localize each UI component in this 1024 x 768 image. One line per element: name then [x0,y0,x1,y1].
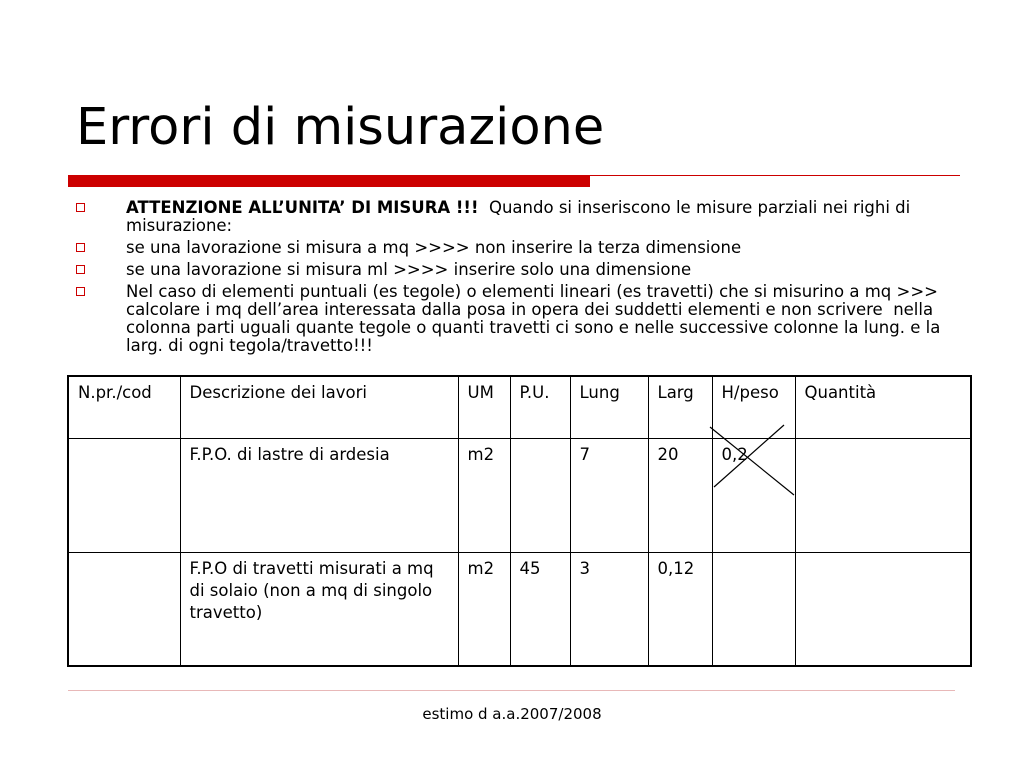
table-cell: 7 [570,438,648,552]
hollow-square-icon [76,287,85,296]
hollow-square-icon [76,265,85,274]
header-cell-lung: Lung [570,376,648,438]
table-header-row [68,376,971,438]
bullet-text: Quando si inseriscono le misure parziali nei righi di misurazione: [126,198,916,235]
header-cell-npr-cod: N.pr./cod [68,376,180,438]
slide-title: Errori di misurazione [76,98,605,157]
hollow-square-icon [76,203,85,212]
table-cell [68,552,180,666]
table-row [68,552,971,666]
measurements-table [67,375,972,667]
title-underline-thick [68,175,590,187]
header-cell-larg: Larg [648,376,712,438]
table-cell [510,438,570,552]
bullet-bold-text: ATTENZIONE ALL’UNITA’ DI MISURA !!! [126,198,479,217]
table-cell: m2 [458,552,510,666]
bullet-text: Nel caso di elementi puntuali (es tegole) o elementi lineari (es travetti) che si misurino a mq >>> calcolare i mq dell’area interessata dalla posa in opera dei suddetti elementi e non scrivere nella colonna parti uguali quante tegole o quanti travetti ci sono e nelle successive colonne la lung. e la larg. di ogni tegola/travetto!!! [126,282,946,355]
measurements-table-container [67,375,972,667]
bullet-item [76,261,956,279]
slide-footer: estimo d a.a.2007/2008 [422,705,602,723]
table-cell [712,552,795,666]
header-cell-hpeso: H/peso [712,376,795,438]
table-row [68,438,971,552]
table-cell [68,438,180,552]
hollow-square-icon [76,243,85,252]
header-cell-quantita: Quantità [795,376,971,438]
table-cell [795,552,971,666]
crossed-out-cell: 0,2 [712,438,795,552]
cross-line-a [710,427,794,495]
table-cell [795,438,971,552]
bullet-text: se una lavorazione si misura a mq >>>> non inserire la terza dimensione [126,238,742,257]
header-cell-pu: P.U. [510,376,570,438]
table-cell: F.P.O di travetti misurati a mq di solaio (non a mq di singolo travetto) [180,552,458,666]
header-cell-um: UM [458,376,510,438]
table-cell: 45 [510,552,570,666]
strikethrough-cross-icon [708,425,798,497]
bullet-text: se una lavorazione si misura ml >>>> inserire solo una dimensione [126,260,692,279]
bullet-item [76,199,956,235]
title-underline-thin [590,175,960,176]
header-cell-descrizione: Descrizione dei lavori [180,376,458,438]
table-cell: 0,12 [648,552,712,666]
footer-divider [68,690,955,691]
table-cell: m2 [458,438,510,552]
table-cell: F.P.O. di lastre di ardesia [180,438,458,552]
table-cell: 3 [570,552,648,666]
bullet-item [76,239,956,257]
bullet-list [76,199,956,359]
table-cell: 20 [648,438,712,552]
bullet-item [76,283,956,355]
